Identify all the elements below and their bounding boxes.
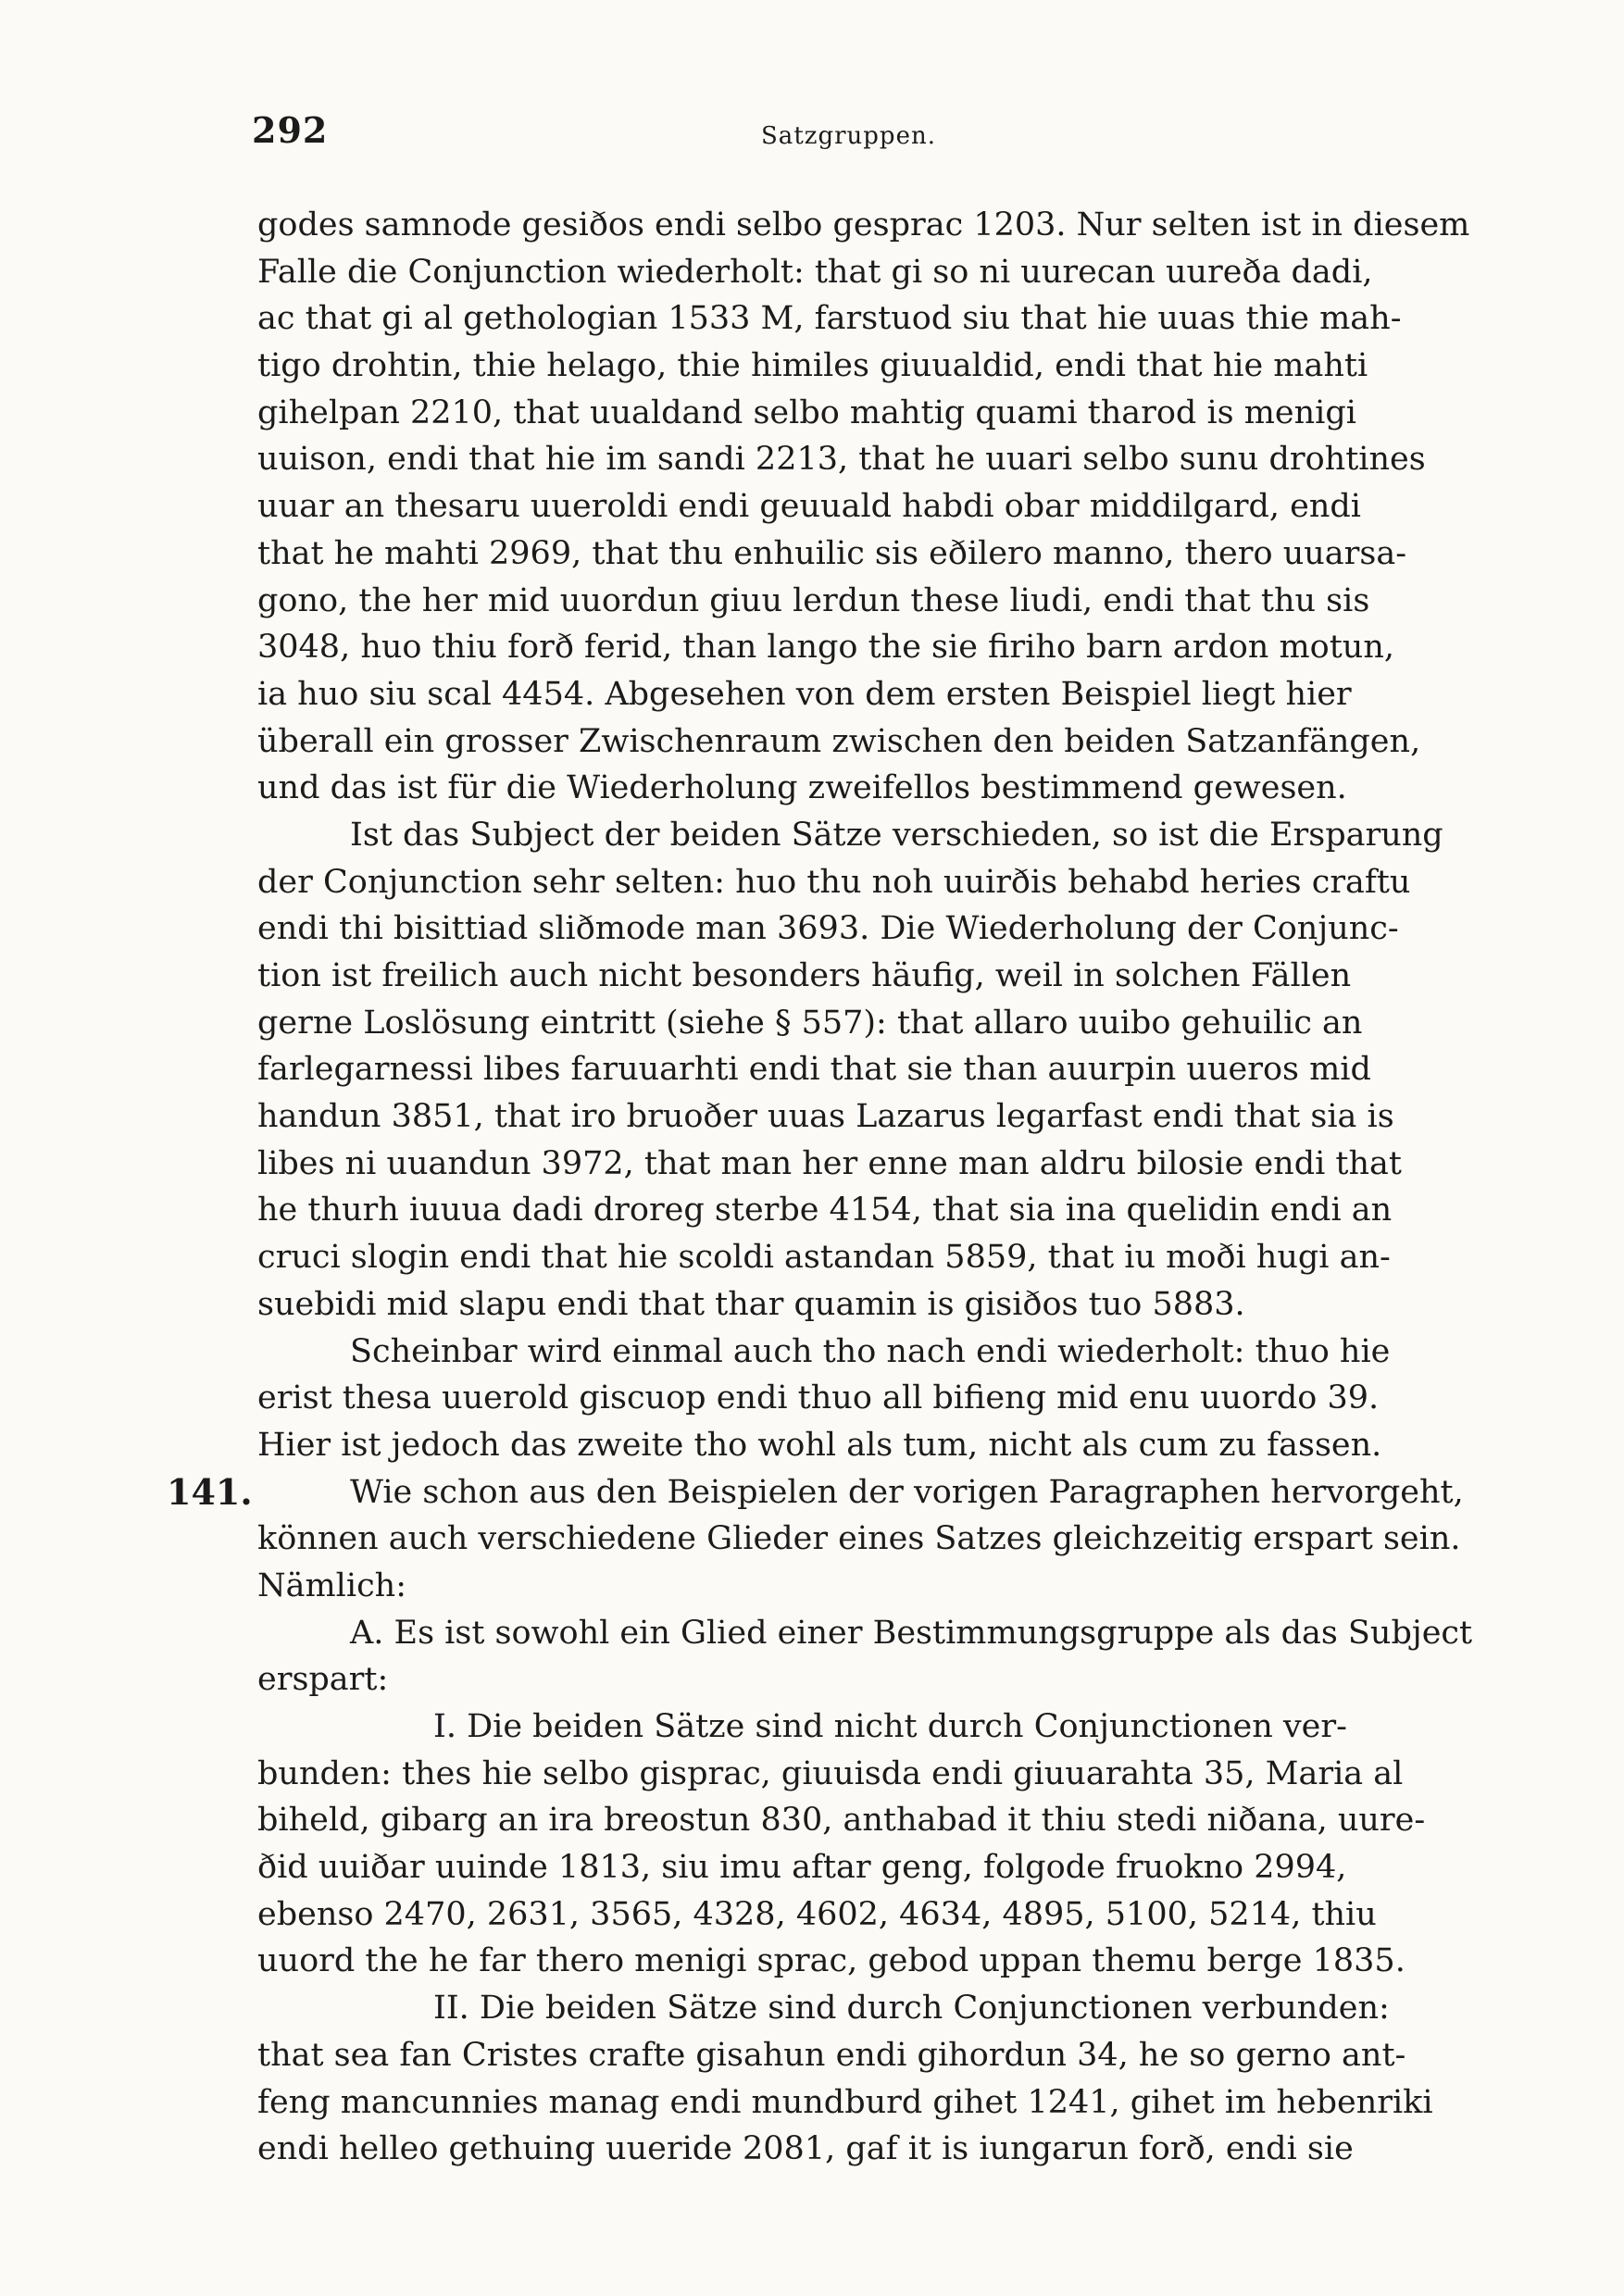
text-line: handun 3851, that iro bruoðer uuas Lazarus legarfast endi that sia is — [257, 1098, 1394, 1136]
text-line: der Conjunction sehr selten: huo thu noh uuirðis behabd heries craftu — [257, 863, 1411, 901]
text-line: Hier ist jedoch das zweite tho wohl als tum, nicht als cum zu fassen. — [257, 1426, 1382, 1464]
text-line: und das ist für die Wiederholung zweifellos bestimmend gewesen. — [257, 769, 1347, 807]
text-line: bunden: thes hie selbo gisprac, giuuisda endi giuuarahta 35, Maria al — [257, 1754, 1404, 1792]
text-line: suebidi mid slapu endi that thar quamin is gisiðos tuo 5883. — [257, 1285, 1245, 1323]
running-title: Satzgruppen. — [761, 122, 936, 150]
text-line: biheld, gibarg an ira breostun 830, anthabad it thiu stedi niðana, uure- — [257, 1802, 1426, 1840]
text-line: können auch verschiedene Glieder eines Satzes gleichzeitig erspart sein. — [257, 1520, 1461, 1558]
text-line: endi helleo gethuing uueride 2081, gaf it is iungarun forð, endi sie — [257, 2130, 1354, 2168]
text-line: he thurh iuuua dadi droreg sterbe 4154, that sia ina quelidin endi an — [257, 1192, 1393, 1229]
text-line: ia huo siu scal 4454. Abgesehen von dem ersten Beispiel liegt hier — [257, 675, 1352, 713]
text-line: that he mahti 2969, that thu enhuilic sis eðilero manno, thero uuarsa- — [257, 534, 1407, 572]
text-line: feng mancunnies manag endi mundburd gihet 1241, gihet im hebenriki — [257, 2083, 1433, 2121]
text-line: tigo drohtin, thie helago, thie himiles giuualdid, endi that hie mahti — [257, 347, 1368, 385]
text-line: Falle die Conjunction wiederholt: that gi so ni uurecan uureða dadi, — [257, 253, 1373, 291]
text-line: 3048, huo thiu forð ferid, than lango the sie firiho barn ardon motun, — [257, 629, 1395, 667]
text-line: uuord the he far thero menigi sprac, gebod uppan themu berge 1835. — [257, 1942, 1405, 1980]
text-line: gono, the her mid uuordun giuu lerdun these liudi, endi that thu sis — [257, 581, 1370, 619]
page-number: 292 — [252, 109, 329, 151]
text-line: ebenso 2470, 2631, 3565, 4328, 4602, 4634, 4895, 5100, 5214, thiu — [257, 1895, 1377, 1933]
text-line: tion ist freilich auch nicht besonders häufig, weil in solchen Fällen — [257, 957, 1352, 994]
text-line: that sea fan Cristes crafte gisahun endi gihordun 34, he so gerno ant- — [257, 2036, 1406, 2074]
paragraph-start-line: Scheinbar wird einmal auch tho nach endi wiederholt: thuo hie — [350, 1332, 1391, 1370]
subsection-a-line: A. Es ist sowohl ein Glied einer Bestimmungsgruppe als das Subject — [350, 1614, 1473, 1652]
text-line: überall ein grosser Zwischenraum zwischen den beiden Satzanfängen, — [257, 722, 1421, 760]
text-line: Nämlich: — [257, 1566, 407, 1604]
text-line: gerne Loslösung eintritt (siehe § 557): that allaro uuibo gehuilic an — [257, 1004, 1363, 1042]
text-line: godes samnode gesiðos endi selbo gesprac 1203. Nur selten ist in diesem — [257, 206, 1470, 243]
text-line: erspart: — [257, 1661, 389, 1699]
subsection-i-line: I. Die beiden Sätze sind nicht durch Conjunctionen ver- — [433, 1708, 1347, 1745]
text-line: uuar an thesaru uueroldi endi geuuald habdi obar middilgard, endi — [257, 488, 1361, 526]
text-line: erist thesa uuerold giscuop endi thuo all bifieng mid enu uuordo 39. — [257, 1379, 1380, 1417]
text-line: uuison, endi that hie im sandi 2213, that he uuari selbo sunu drohtines — [257, 441, 1426, 479]
paragraph-start-line: Ist das Subject der beiden Sätze verschieden, so ist die Ersparung — [350, 816, 1443, 854]
text-line: Wie schon aus den Beispielen der vorigen Paragraphen hervorgeht, — [350, 1473, 1464, 1511]
text-line: endi thi bisittiad sliðmode man 3693. Die Wiederholung der Conjunc- — [257, 910, 1399, 948]
text-line: ðid uuiðar uuinde 1813, siu imu aftar geng, folgode fruokno 2994, — [257, 1849, 1347, 1887]
text-line: gihelpan 2210, that uualdand selbo mahtig quami tharod is menigi — [257, 393, 1356, 431]
section-start-line — [167, 1469, 1464, 1516]
section-number: 141. — [167, 1470, 253, 1513]
body-text — [167, 202, 1473, 2173]
text-line: libes ni uuandun 3972, that man her enne man aldru bilosie endi that — [257, 1144, 1402, 1182]
text-line: ac that gi al gethologian 1533 M, farstuod siu that hie uuas thie mah- — [257, 300, 1402, 338]
text-line: cruci slogin endi that hie scoldi astandan 5859, that iu moði hugi an- — [257, 1239, 1391, 1277]
text-line: farlegarnessi libes faruuarhti endi that sie than auurpin uueros mid — [257, 1051, 1371, 1089]
running-head — [252, 109, 1455, 165]
subsection-ii-line: II. Die beiden Sätze sind durch Conjunctionen verbunden: — [433, 1990, 1390, 2028]
